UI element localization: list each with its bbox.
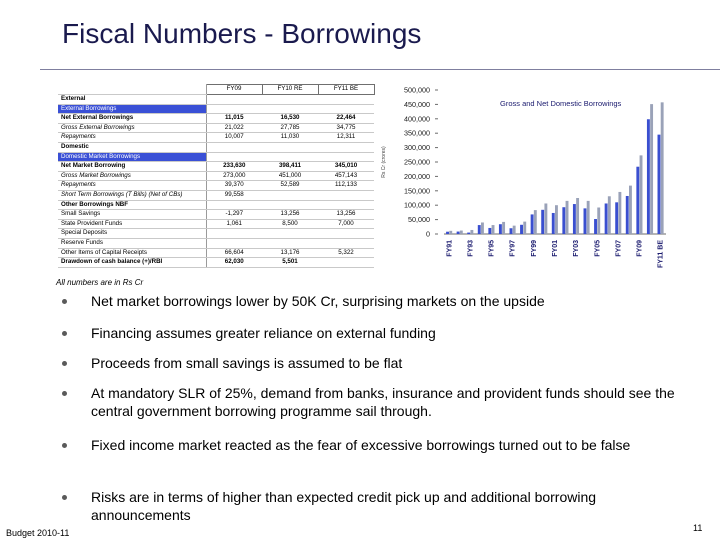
table-cell: 13,176 [262, 248, 318, 258]
chart-bar [467, 233, 470, 234]
table-cell: 13,256 [318, 210, 374, 220]
table-row-label: Repayments [58, 133, 206, 143]
title-divider [40, 69, 720, 70]
chart-bar [605, 203, 608, 234]
bullet-dot-icon [62, 331, 67, 336]
table-row-label: External [58, 95, 206, 105]
table-cell [262, 152, 318, 162]
table-row [58, 229, 374, 239]
table-cell: 345,010 [318, 162, 374, 172]
table-row [58, 248, 374, 258]
bullet-text: Financing assumes greater reliance on external funding [91, 325, 436, 341]
table-header-cell: FY11 BE [318, 85, 374, 95]
table-cell [318, 152, 374, 162]
table-header-cell: FY09 [206, 85, 262, 95]
table-row-label: Special Deposits [58, 229, 206, 239]
table-cell [206, 152, 262, 162]
chart-bar [661, 102, 664, 234]
chart-x-tick-label: FY91 [446, 240, 454, 257]
chart-x-tick-label: FY09 [636, 240, 644, 257]
table-cell [262, 95, 318, 105]
chart-bar [597, 208, 600, 234]
chart-bar [492, 225, 495, 234]
chart-y-tick-label: 400,000 [404, 114, 430, 124]
chart-y-tick-label: 150,000 [404, 186, 430, 196]
chart-x-tick-label: FY05 [594, 240, 602, 257]
table-row-label: Other Items of Capital Receipts [58, 248, 206, 258]
table-cell: 7,000 [318, 219, 374, 229]
bullet-dot-icon [62, 391, 67, 396]
table-cell: 451,000 [262, 171, 318, 181]
table-cell: 27,785 [262, 123, 318, 133]
chart-bar [488, 228, 491, 234]
chart-bar [629, 186, 632, 234]
table-row-label: Net Market Borrowing [58, 162, 206, 172]
chart-bar [478, 225, 481, 234]
table-cell [262, 229, 318, 239]
chart-x-tick-label: FY99 [530, 240, 538, 257]
table-cell [318, 258, 374, 268]
table-header-cell: FY10 RE [262, 85, 318, 95]
table-cell: 8,500 [262, 219, 318, 229]
chart-y-tick-label: 250,000 [404, 157, 430, 167]
chart-bar [534, 210, 537, 234]
chart-bar [460, 231, 463, 234]
chart-bar [618, 192, 621, 234]
table-row-label: Reserve Funds [58, 238, 206, 248]
table-cell [206, 142, 262, 152]
table-row-label: Drawdown of cash balance (+)/RBI [58, 258, 206, 268]
table-cell: 34,775 [318, 123, 374, 133]
bullet-text: Net market borrowings lower by 50K Cr, surprising markets on the upside [91, 293, 545, 309]
table-row [58, 219, 374, 229]
chart-x-tick-label: FY01 [552, 240, 559, 257]
bullet-dot-icon [62, 361, 67, 366]
table-row [58, 258, 374, 268]
table-row [58, 114, 374, 124]
table-row [58, 123, 374, 133]
table-cell: 99,558 [206, 190, 262, 200]
table-row-label: Domestic Market Borrowings [58, 152, 206, 162]
table-footnote: All numbers are in Rs Cr [56, 278, 144, 287]
chart-bar [470, 230, 473, 234]
table-row-label: External Borrowings [58, 104, 206, 114]
chart-bar [658, 135, 661, 234]
chart-bar [647, 119, 650, 234]
table-row [58, 95, 374, 105]
chart-y-tick-label: 450,000 [404, 99, 430, 109]
chart-y-tick-label: 350,000 [404, 128, 430, 138]
chart-x-tick-label: FY93 [467, 240, 475, 257]
bullet-text: Fixed income market reacted as the fear of excessive borrowings turned out to be false [91, 437, 631, 453]
table-row [58, 210, 374, 220]
table-cell [318, 104, 374, 114]
table-row-label: Domestic [58, 142, 206, 152]
table-cell: 11,030 [262, 133, 318, 143]
table-cell [318, 200, 374, 210]
table-cell: 22,464 [318, 114, 374, 124]
chart-bar [449, 231, 452, 234]
chart-bar [513, 226, 516, 234]
table-header-blank [58, 85, 206, 95]
chart-y-tick-label: 50,000 [408, 215, 430, 225]
table-cell [262, 238, 318, 248]
table-row [58, 133, 374, 143]
table-cell: 16,530 [262, 114, 318, 124]
chart-bar [640, 155, 643, 234]
table-cell: 1,061 [206, 219, 262, 229]
table-cell [262, 104, 318, 114]
table-cell: 66,604 [206, 248, 262, 258]
table-cell [206, 238, 262, 248]
footer-label: Budget 2010-11 [6, 528, 70, 538]
table-cell: -1,297 [206, 210, 262, 220]
chart-y-tick-label: 200,000 [404, 171, 430, 181]
table-cell: 39,370 [206, 181, 262, 191]
table-cell: 233,630 [206, 162, 262, 172]
chart-bar [573, 204, 576, 234]
table-cell: 112,133 [318, 181, 374, 191]
chart-y-tick-label: 300,000 [404, 143, 430, 153]
chart-bar [544, 203, 547, 234]
chart-bar [499, 224, 502, 234]
chart-bar [576, 198, 579, 234]
bullet-dot-icon [62, 443, 67, 448]
table-row [58, 162, 374, 172]
table-cell: 21,022 [206, 123, 262, 133]
chart-x-tick-label: FY03 [573, 240, 581, 257]
table-cell: 12,311 [318, 133, 374, 143]
table-cell [206, 104, 262, 114]
table-cell: 273,000 [206, 171, 262, 181]
chart-y-tick-label: 0 [426, 229, 430, 239]
borrowings-table-panel [58, 84, 374, 284]
chart-title: Gross and Net Domestic Borrowings [500, 99, 622, 108]
table-row [58, 142, 374, 152]
table-row [58, 200, 374, 210]
table-row-label: Small Savings [58, 210, 206, 220]
chart-bar [555, 205, 558, 234]
table-cell: 52,589 [262, 181, 318, 191]
table-row [58, 181, 374, 191]
chart-bar [523, 222, 526, 234]
chart-bar [510, 228, 513, 234]
table-row [58, 238, 374, 248]
chart-bar [531, 214, 534, 234]
table-row [58, 104, 374, 114]
chart-bar [457, 232, 460, 234]
table-cell [262, 142, 318, 152]
borrowings-chart [378, 82, 670, 290]
table-row-label: Gross External Borrowings [58, 123, 206, 133]
chart-bar [594, 219, 597, 234]
chart-x-tick-label: FY95 [488, 240, 496, 257]
table-cell [318, 190, 374, 200]
table-cell [206, 200, 262, 210]
table-row-label: Short Term Borrowings (T Bills) (Net of CBs) [58, 190, 206, 200]
table-row-label: Repayments [58, 181, 206, 191]
bullet-text: Proceeds from small savings is assumed to be flat [91, 355, 403, 371]
table-cell: 10,007 [206, 133, 262, 143]
borrowings-bar-chart-svg [378, 82, 670, 290]
chart-bar [446, 232, 449, 234]
table-row-label: Net External Borrowings [58, 114, 206, 124]
chart-bar [566, 201, 569, 234]
table-row-label: Other Borrowings NBF [58, 200, 206, 210]
bullet-text: Risks are in terms of higher than expected credit pick up and additional borrowing announcements [91, 489, 597, 523]
borrowings-table [58, 84, 375, 268]
table-cell [262, 190, 318, 200]
slide-title: Fiscal Numbers - Borrowings [62, 18, 422, 49]
chart-bar [541, 210, 544, 234]
chart-bar [587, 201, 590, 234]
chart-bar [552, 213, 555, 234]
table-cell [262, 200, 318, 210]
chart-y-axis-label: Rs Cr (crores) [381, 146, 387, 178]
chart-bar [608, 196, 611, 234]
chart-bar [520, 225, 523, 234]
table-cell [318, 238, 374, 248]
table-row-label: State Provident Funds [58, 219, 206, 229]
bullet-dot-icon [62, 299, 67, 304]
chart-x-tick-label: FY11 BE [657, 240, 665, 269]
table-cell [206, 229, 262, 239]
table-cell: 11,015 [206, 114, 262, 124]
chart-bar [481, 222, 484, 234]
table-header-row [58, 85, 374, 95]
table-cell [318, 229, 374, 239]
table-cell: 457,143 [318, 171, 374, 181]
chart-bar [562, 207, 565, 234]
table-row-label: Gross Market Borrowings [58, 171, 206, 181]
chart-bar [626, 196, 629, 234]
bullet-dot-icon [62, 495, 67, 500]
chart-bar [615, 202, 618, 234]
chart-y-tick-label: 100,000 [404, 200, 430, 210]
chart-bar [650, 104, 653, 234]
table-cell: 398,411 [262, 162, 318, 172]
chart-bar [502, 222, 505, 234]
bullet-text: At mandatory SLR of 25%, demand from banks, insurance and provident funds should see the central government borrowing programme sail through. [91, 385, 675, 419]
chart-bar [584, 208, 587, 234]
table-cell: 5,322 [318, 248, 374, 258]
chart-y-tick-label: 500,000 [404, 85, 430, 95]
table-cell: 5,501 [262, 258, 318, 268]
chart-x-tick-label: FY07 [615, 240, 623, 257]
table-cell: 62,030 [206, 258, 262, 268]
table-cell [206, 95, 262, 105]
chart-bar [636, 167, 639, 234]
table-row [58, 171, 374, 181]
table-cell: 13,256 [262, 210, 318, 220]
table-row [58, 152, 374, 162]
table-row [58, 190, 374, 200]
page-number: 11 [693, 523, 703, 533]
table-cell [318, 142, 374, 152]
table-cell [318, 95, 374, 105]
chart-x-tick-label: FY97 [509, 240, 517, 257]
